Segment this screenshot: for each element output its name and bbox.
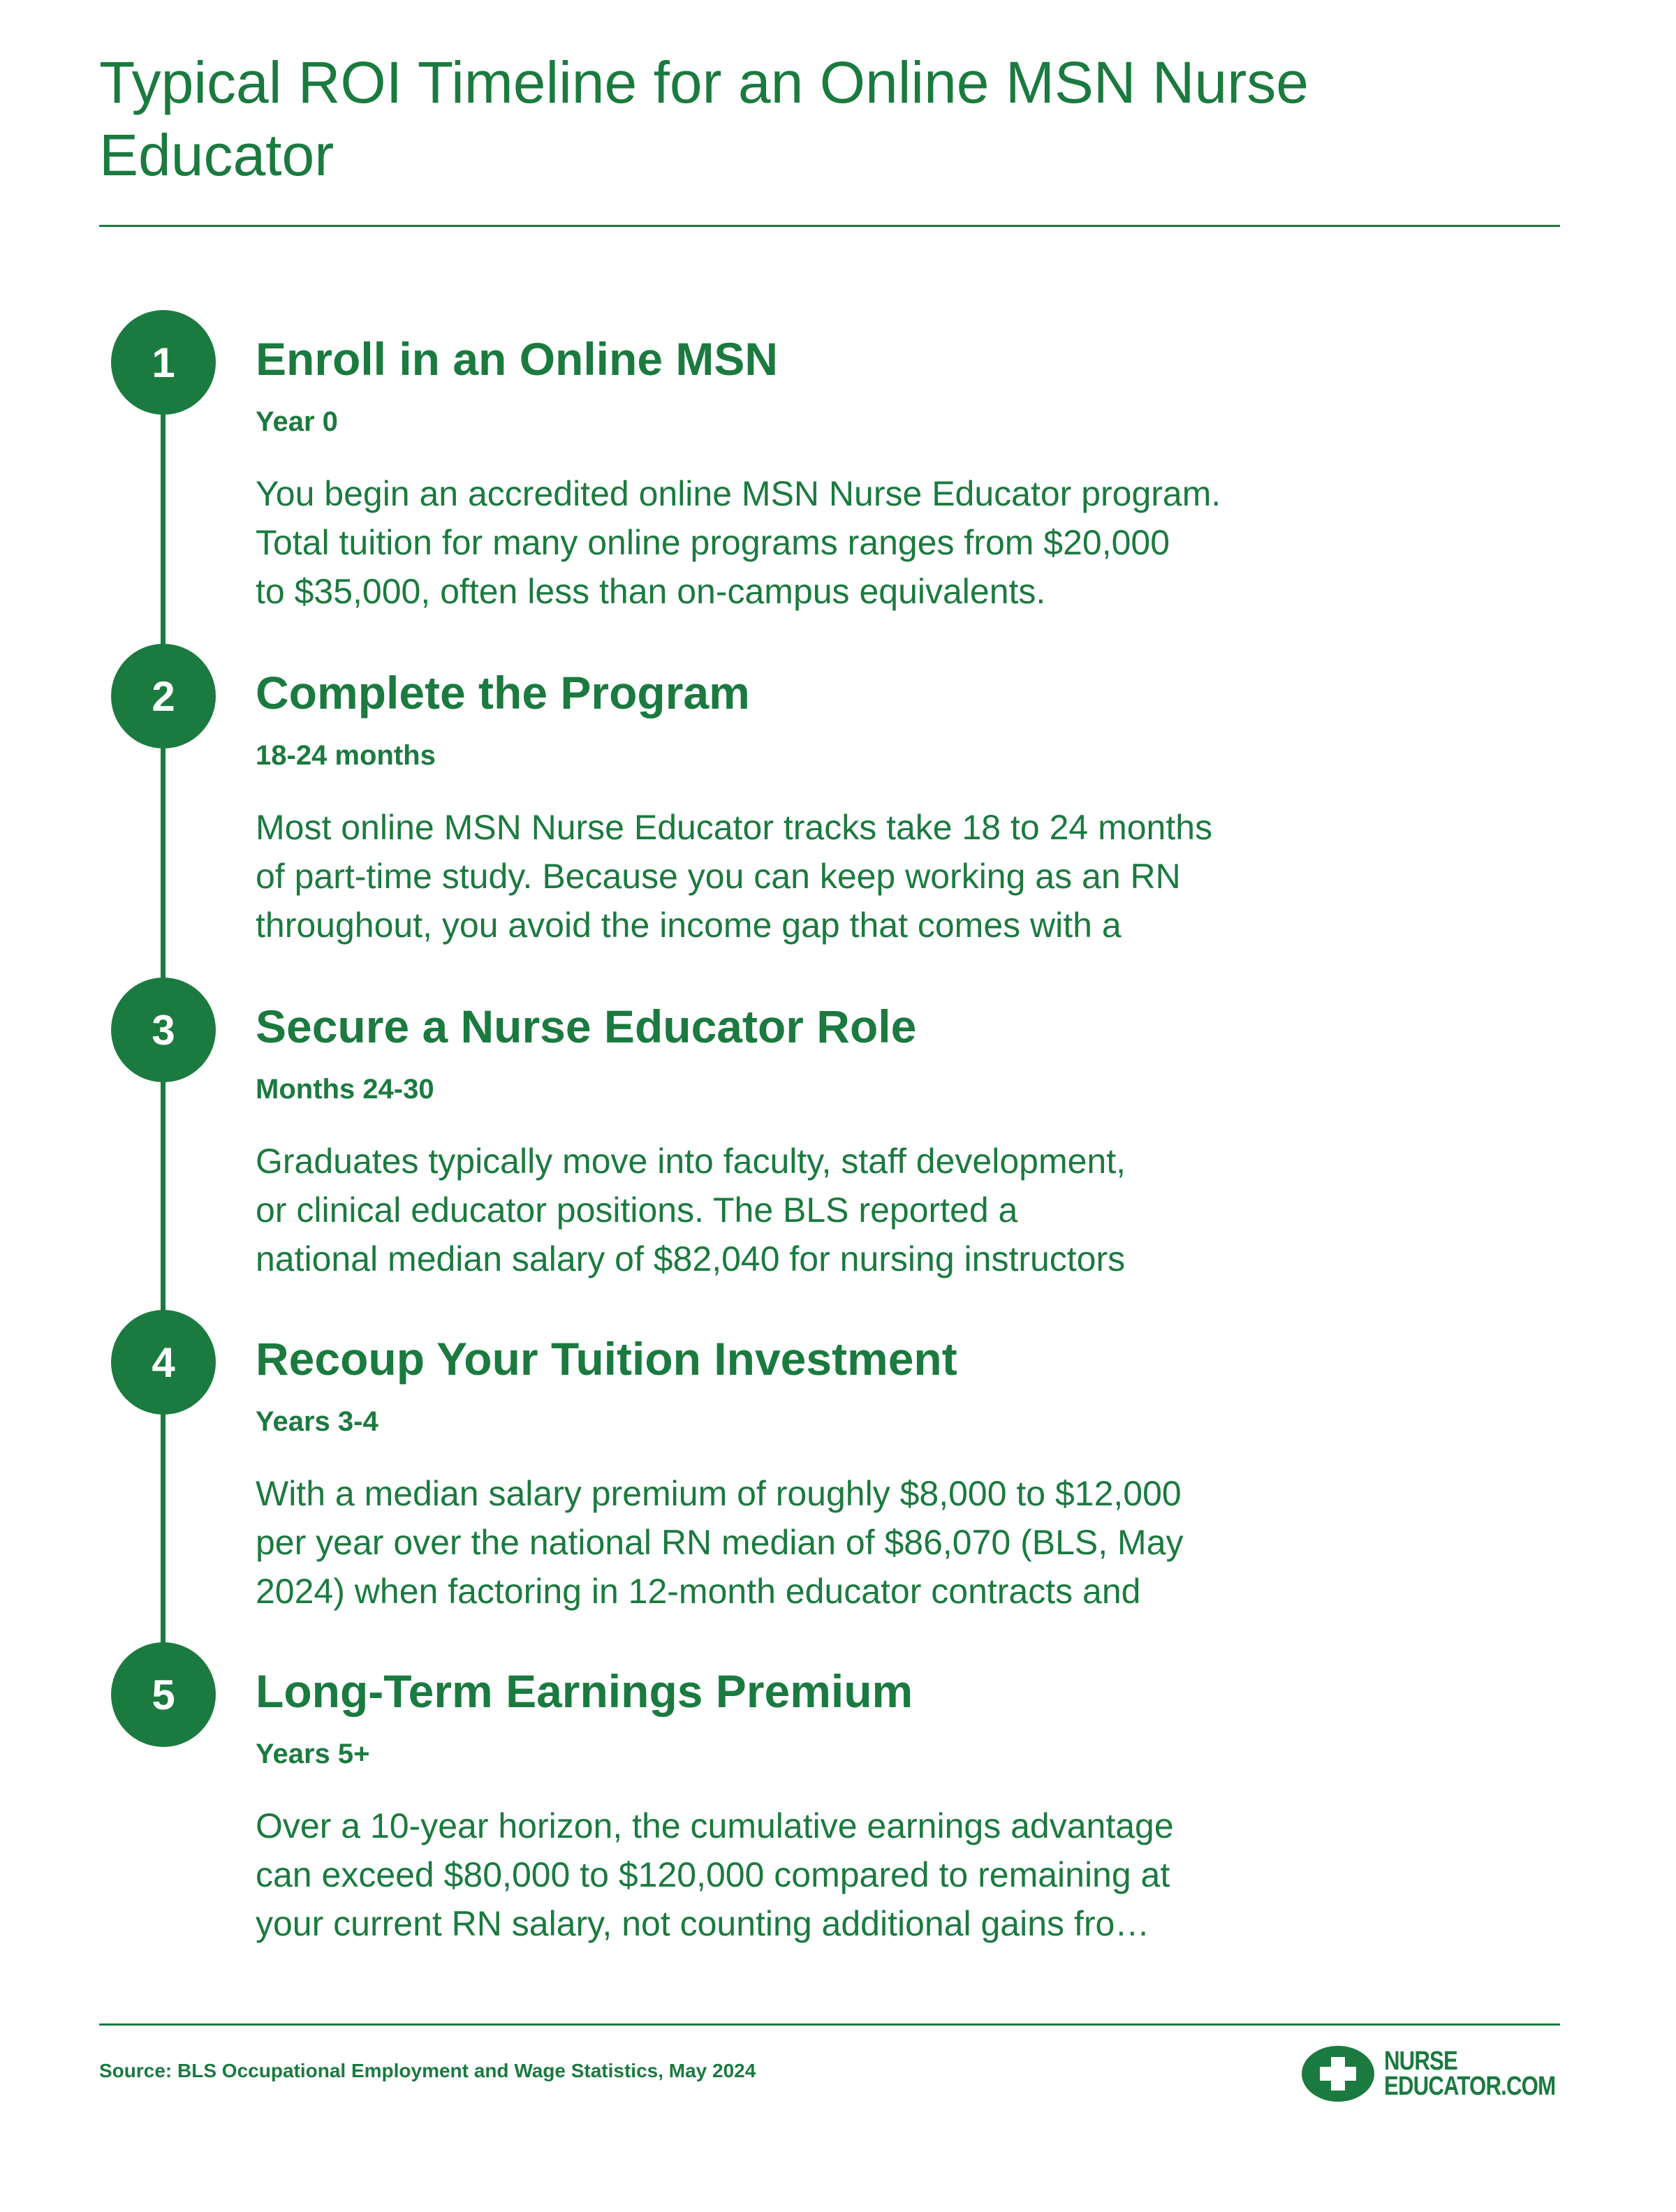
logo-wordmark bbox=[1384, 2049, 1555, 2099]
medical-cross-icon bbox=[1300, 2044, 1376, 2103]
title-line-1: Typical ROI Timeline for an Online MSN Nurse bbox=[99, 50, 1309, 115]
step-timeframe: Months 24-30 bbox=[256, 1074, 434, 1105]
step-description-line: Total tuition for many online programs ranges from $20,000 bbox=[256, 523, 1170, 562]
step-description-line: With a median salary premium of roughly $8,000 to $12,000 bbox=[256, 1474, 1182, 1513]
step-timeframe: Years 5+ bbox=[256, 1739, 370, 1769]
step-number-badge: 5 bbox=[111, 1642, 216, 1747]
logo-line-2: EDUCATOR.COM bbox=[1384, 2072, 1556, 2101]
title-line-2: Educator bbox=[99, 122, 335, 188]
step-description-line: per year over the national RN median of $86,070 (BLS, May bbox=[256, 1523, 1184, 1562]
step-title: Complete the Program bbox=[256, 667, 750, 718]
step-description-line: Graduates typically move into faculty, staff development, bbox=[256, 1142, 1126, 1181]
step-timeframe: 18-24 months bbox=[256, 740, 436, 771]
step-description bbox=[256, 469, 1401, 616]
logo-line-1: NURSE bbox=[1384, 2047, 1457, 2076]
step-description bbox=[256, 1469, 1401, 1616]
step-description-line: throughout, you avoid the income gap that comes with a bbox=[256, 906, 1122, 945]
step-number-badge: 2 bbox=[111, 644, 216, 749]
step-description-line: of part-time study. Because you can keep working as an RN bbox=[256, 857, 1181, 896]
step-title: Recoup Your Tuition Investment bbox=[256, 1333, 957, 1385]
step-number-badge: 1 bbox=[111, 310, 216, 415]
step-description-line: Over a 10-year horizon, the cumulative earnings advantage bbox=[256, 1806, 1174, 1845]
header-divider bbox=[99, 225, 1560, 227]
step-timeframe: Year 0 bbox=[256, 406, 338, 437]
step-number-badge: 4 bbox=[111, 1310, 216, 1415]
step-number-badge: 3 bbox=[111, 978, 216, 1082]
step-title: Enroll in an Online MSN bbox=[256, 333, 779, 385]
step-description-line: to $35,000, often less than on-campus equivalents. bbox=[256, 572, 1046, 611]
step-timeframe: Years 3-4 bbox=[256, 1406, 378, 1437]
nurse-educator-logo[interactable] bbox=[1300, 2044, 1593, 2103]
step-title: Secure a Nurse Educator Role bbox=[256, 1001, 917, 1052]
step-description-line: 2024) when factoring in 12-month educator contracts and bbox=[256, 1572, 1141, 1611]
footer-divider bbox=[99, 2023, 1560, 2026]
step-description-line: can exceed $80,000 to $120,000 compared to remaining at bbox=[256, 1855, 1170, 1894]
step-description bbox=[256, 803, 1401, 950]
source-citation: Source: BLS Occupational Employment and Wage Statistics, May 2024 bbox=[99, 2060, 756, 2081]
step-description-line: your current RN salary, not counting additional gains fro… bbox=[256, 1904, 1150, 1943]
page-title bbox=[99, 46, 1496, 191]
step-description-line: or clinical educator positions. The BLS reported a bbox=[256, 1190, 1018, 1230]
step-description-line: Most online MSN Nurse Educator tracks take 18 to 24 months bbox=[256, 808, 1213, 847]
step-title: Long-Term Earnings Premium bbox=[256, 1665, 913, 1717]
step-description bbox=[256, 1801, 1401, 1948]
step-description-line: You begin an accredited online MSN Nurse Educator program. bbox=[256, 474, 1221, 513]
step-description-line: national median salary of $82,040 for nursing instructors bbox=[256, 1239, 1126, 1278]
step-description bbox=[256, 1137, 1401, 1283]
